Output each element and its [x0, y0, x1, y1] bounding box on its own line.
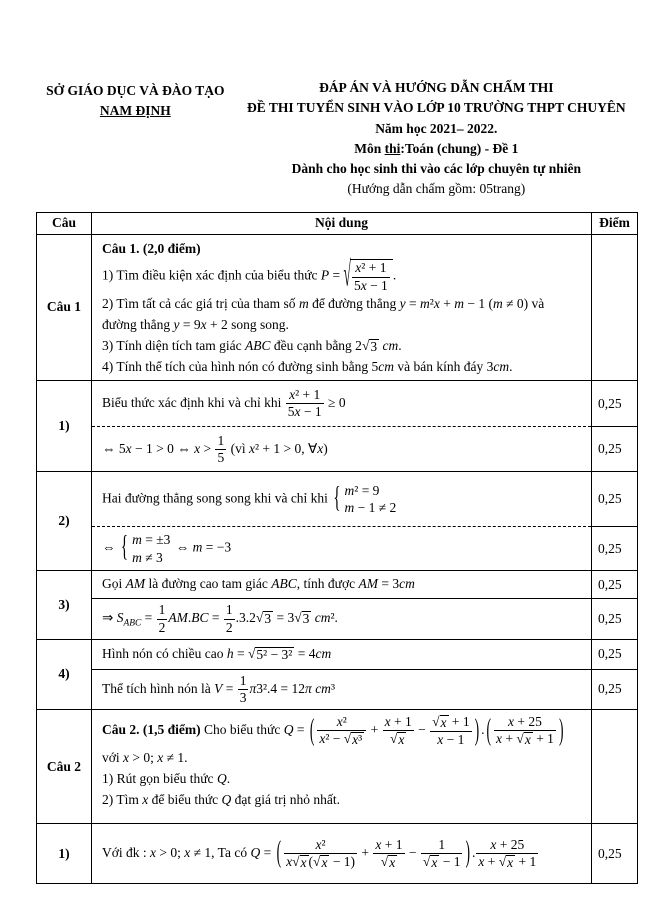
score-cell: 0,25 — [592, 527, 638, 571]
question-label-cau2: Câu 2 — [37, 710, 92, 824]
question-item-2: 2) Tìm x để biểu thức Q đạt giá trị nhỏ nhất. — [102, 792, 341, 808]
part-label-1: 1) — [37, 824, 92, 884]
part-label-2: 2) — [37, 472, 92, 571]
table-row — [37, 427, 638, 472]
doc-subtitle: ĐỀ THI TUYỂN SINH VÀO LỚP 10 TRƯỜNG THPT CHUYÊN — [246, 100, 626, 116]
question-item-3: 3) Tính diện tích tam giác ABC đều cạnh bằng 2 √ 3 cm. — [102, 337, 402, 354]
question-title: Câu 1. (2,0 điểm) — [102, 240, 201, 256]
answer-content: ⇔ { m = ±3 m ≠ 3 ⇔ m = −3 — [92, 527, 592, 571]
column-header-diem: Điểm — [592, 212, 638, 234]
part-label-4: 4) — [37, 639, 92, 709]
issuer-block — [36, 78, 235, 200]
table-row — [37, 710, 638, 824]
answer-content: Thể tích hình nón là V = $\frac{1}{3}$ π3².4 = 12π cm³ — [92, 669, 592, 709]
table-row — [37, 639, 638, 669]
table-row — [37, 669, 638, 709]
score-cell: 0,25 — [592, 599, 638, 639]
issuer-line1: SỞ GIÁO DỤC VÀ ĐÀO TẠO — [46, 83, 225, 98]
table-row — [37, 472, 638, 527]
question-formula: Cho biểu thức Q = ( x² x² − √ x³ + x + 1 √ x − √ x + 1 x − 1 ) . ( x + 25 x + √ x + 1 ) — [204, 711, 564, 748]
table-row — [37, 599, 638, 639]
column-header-cau: Câu — [37, 212, 92, 234]
table-row — [37, 571, 638, 599]
title-block — [235, 78, 638, 200]
question-item-2: 2) Tìm tất cả các giá trị của tham số m để đường thẳng y = m²x + m − 1 (m ≠ 0) và đường thẳng y = 9x + 2 song song. — [102, 295, 545, 332]
table-row — [37, 824, 638, 884]
subject-line — [235, 139, 638, 159]
table-row — [37, 381, 638, 427]
score-cell: 0,25 — [592, 669, 638, 709]
answer-content: Gọi AM là đường cao tam giác ABC, tính được AM = 3cm — [92, 571, 592, 599]
subject-prefix: Môn — [354, 140, 385, 156]
school-year: Năm học 2021– 2022. — [375, 120, 498, 136]
doc-title: ĐÁP ÁN VÀ HƯỚNG DẪN CHẤM THI — [319, 80, 554, 95]
audience-line: Dành cho học sinh thi vào các lớp chuyên tự nhiên — [291, 161, 582, 176]
score-cell: 0,25 — [592, 824, 638, 884]
answer-content: Hai đường thẳng song song khi và chỉ khi { m² = 9 m − 1 ≠ 2 — [92, 472, 592, 527]
issuer-line2: NAM ĐỊNH — [99, 103, 171, 119]
answer-table — [36, 212, 638, 885]
table-row — [37, 234, 638, 381]
answer-content: Biểu thức xác định khi và chỉ khi $\frac{\text{x² + 1}}{5x - 1}$ ≥ 0 — [92, 381, 592, 427]
question-statement-cau2 — [92, 710, 592, 824]
subject-underlined: thi — [384, 140, 401, 156]
table-row — [37, 527, 638, 571]
score-cell: 0,25 — [592, 639, 638, 669]
question-label-cau1: Câu 1 — [37, 234, 92, 381]
score-cell-empty — [592, 234, 638, 381]
question-condition: với x > 0; x ≠ 1. — [102, 750, 188, 766]
question-item-4: 4) Tính thể tích của hình nón có đường sinh bằng 5cm và bán kính đáy 3cm. — [102, 358, 513, 374]
score-cell: 0,25 — [592, 381, 638, 427]
column-header-noidung: Nội dung — [92, 212, 592, 234]
question-item-1: 1) Rút gọn biểu thức Q. — [102, 771, 231, 787]
document-header — [36, 78, 638, 200]
question-statement-cau1 — [92, 234, 592, 381]
answer-content: ⇒ $S_{ABC}$ = $\frac{1}{2}$ AM.BC = $\frac{1}{2}$ .3.2 √ 3 = 3 √ 3 cm². — [92, 599, 592, 639]
answer-content: Hình nón có chiều cao h = √ 5² − 3² = 4cm — [92, 639, 592, 669]
pages-note: (Hướng dẫn chấm gồm: 05trang) — [347, 181, 526, 197]
question-title: Câu 2. (1,5 điểm) — [102, 722, 201, 738]
score-cell: 0,25 — [592, 472, 638, 527]
subject-rest: :Toán (chung) - Đề 1 — [400, 140, 519, 156]
answer-content: ⇔ 5x − 1 > 0 ⇔ x > $\frac{1}{5}$ (vì x² + 1 > 0, ∀x) — [92, 427, 592, 472]
part-label-1: 1) — [37, 381, 92, 472]
table-header-row — [37, 212, 638, 234]
answer-content: Với đk : x > 0; x ≠ 1, Ta có Q = ( x² x √ x ( √ x − 1) + x + 1 √ x − 1 √ x − 1 ) . x + 25 x + √ x + 1 — [92, 824, 592, 884]
question-intro — [102, 711, 581, 748]
question-item-1: 1) Tìm điều kiện xác định của biểu thức P = √ $\frac{\text{x² + 1}}{5x - 1}$ . — [102, 254, 397, 294]
score-cell: 0,25 — [592, 571, 638, 599]
score-cell: 0,25 — [592, 427, 638, 472]
score-cell-empty — [592, 710, 638, 824]
part-label-3: 3) — [37, 571, 92, 639]
